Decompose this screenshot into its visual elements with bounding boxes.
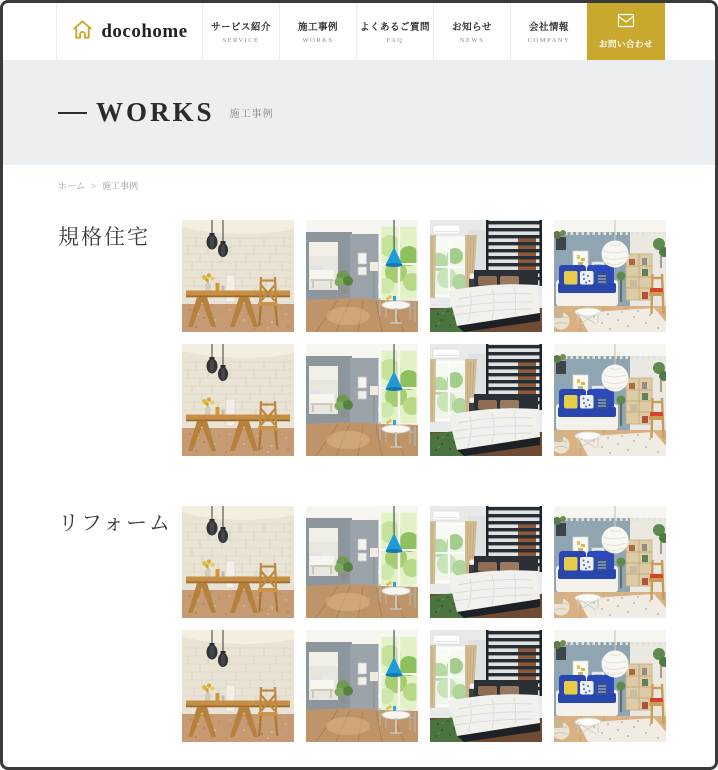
work-thumbnail-bedroom[interactable] [430, 506, 542, 618]
work-thumbnail-dining-room[interactable] [182, 220, 294, 332]
nav-item-label: よくあるご質問 [359, 23, 430, 33]
nav-item-label: 会社情報 [528, 23, 569, 33]
work-thumbnail-living-room[interactable] [554, 344, 666, 456]
work-thumbnail-dining-room[interactable] [182, 506, 294, 618]
logo[interactable] [56, 3, 202, 60]
nav-item-faq[interactable] [356, 3, 433, 60]
work-thumbnail-dining-nook[interactable] [306, 506, 418, 618]
contact-label: お問い合わせ [598, 39, 653, 49]
nav-item-sublabel: SERVICE [222, 37, 260, 44]
header [3, 3, 715, 60]
section-reform [58, 506, 715, 742]
page-subtitle: 施工事例 [229, 109, 274, 120]
nav-item-label: お知らせ [452, 23, 492, 33]
logo-text: docohome [101, 20, 188, 42]
nav-item-company[interactable] [510, 3, 587, 60]
works-grid [182, 506, 666, 742]
breadcrumb-current: 施工事例 [102, 181, 139, 191]
nav-item-sublabel: WORKS [302, 37, 334, 44]
section-title: 規格住宅 [58, 225, 150, 249]
work-thumbnail-bedroom[interactable] [430, 630, 542, 742]
nav-item-works[interactable] [279, 3, 356, 60]
work-thumbnail-living-room[interactable] [554, 220, 666, 332]
work-thumbnail-dining-room[interactable] [182, 630, 294, 742]
nav-item-service[interactable] [202, 3, 279, 60]
breadcrumb [3, 165, 715, 192]
work-thumbnail-dining-nook[interactable] [306, 344, 418, 456]
breadcrumb-home-link[interactable]: ホーム [58, 181, 86, 191]
contact-button[interactable] [587, 3, 665, 60]
home-logo-icon [71, 18, 94, 46]
mail-icon [617, 13, 635, 33]
hero [3, 60, 715, 165]
nav-item-news[interactable] [433, 3, 510, 60]
nav-item-label: サービス紹介 [210, 23, 271, 33]
breadcrumb-separator: > [91, 180, 97, 191]
section-title: リフォーム [58, 511, 172, 535]
works-content [3, 192, 715, 770]
work-thumbnail-living-room[interactable] [554, 630, 666, 742]
nav-item-sublabel: FAQ [386, 37, 404, 44]
work-thumbnail-dining-nook[interactable] [306, 630, 418, 742]
work-thumbnail-bedroom[interactable] [430, 344, 542, 456]
work-thumbnail-living-room[interactable] [554, 506, 666, 618]
section-standard-housing [58, 220, 715, 456]
works-grid [182, 220, 666, 456]
page-title: WORKS [96, 97, 215, 127]
work-thumbnail-bedroom[interactable] [430, 220, 542, 332]
nav-item-sublabel: NEWS [459, 37, 485, 44]
work-thumbnail-dining-room[interactable] [182, 344, 294, 456]
nav-item-sublabel: COMPANY [527, 37, 571, 44]
hero-accent-line [58, 112, 87, 114]
work-thumbnail-dining-nook[interactable] [306, 220, 418, 332]
nav-item-label: 施工事例 [297, 23, 338, 33]
